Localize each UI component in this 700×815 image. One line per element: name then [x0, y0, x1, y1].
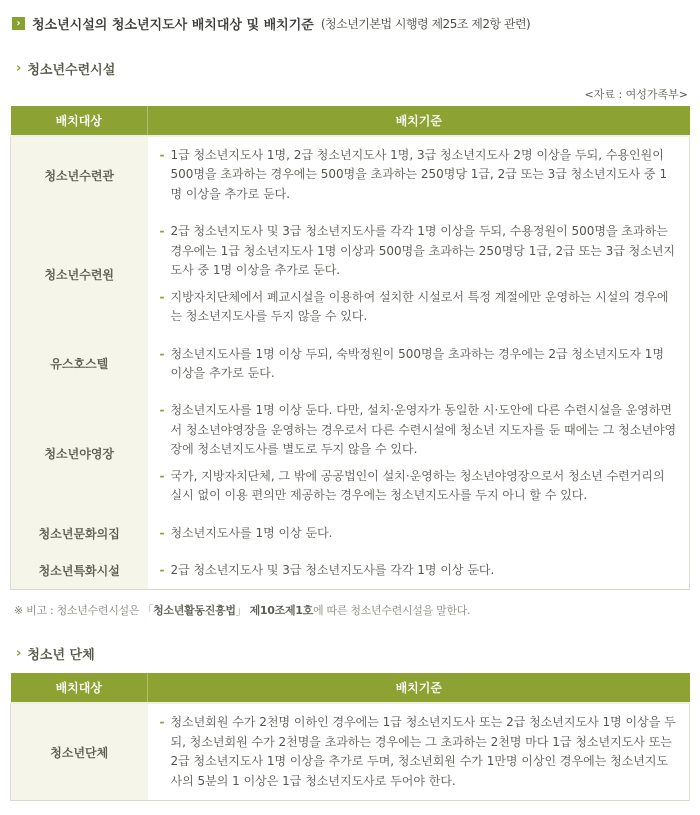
criteria-text: 1급 청소년지도사 1명, 2급 청소년지도사 1명, 3급 청소년지도사 2명 이상을 두되, 수용인원이 500명을 초과하는 경우에는 500명을 초과하는 250명당 1급, 2급 또는 3급 청소년지도사 중 1명 이상을 추가로 둔다.: [170, 148, 668, 201]
table-row: [11, 552, 690, 590]
header-placement-target: 배치대상: [11, 673, 148, 703]
header-placement-criteria: 배치기준: [148, 673, 690, 703]
dash-bullet-icon: -: [159, 148, 165, 162]
chevron-icon: ›: [16, 646, 22, 662]
dash-bullet-icon: -: [159, 224, 165, 239]
dash-bullet-icon: -: [159, 289, 165, 304]
placement-criteria-cell: [148, 703, 690, 800]
organization-placement-table: [10, 673, 690, 801]
dash-bullet-icon: -: [159, 468, 165, 483]
dash-bullet-icon: -: [159, 715, 165, 730]
footnote-law-name: 청소년활동진흥법: [153, 604, 236, 618]
footnote: [14, 602, 690, 618]
criteria-text: 청소년지도사를 1명 이상 두되, 숙박정원이 500명을 초과하는 경우에는 2급 청소년지도자 1명 이상을 추가로 둔다.: [170, 346, 664, 380]
placement-criteria-cell: [148, 336, 690, 393]
table-row: [11, 703, 690, 800]
header-placement-target: 배치대상: [11, 106, 148, 136]
table-row: [11, 136, 690, 213]
criteria-item: [160, 713, 678, 791]
dash-bullet-icon: -: [159, 403, 165, 418]
dash-bullet-icon: -: [159, 346, 165, 361]
placement-target-cell: 청소년단체: [11, 703, 148, 800]
criteria-item: [160, 146, 678, 204]
table-row: [11, 515, 690, 552]
placement-target-cell: 청소년문화의집: [11, 515, 148, 552]
facility-placement-table: [10, 106, 690, 590]
criteria-text: 청소년지도사를 1명 이상 둔다.: [170, 525, 333, 540]
facility-table-head: [11, 106, 690, 136]
header-placement-criteria: 배치기준: [148, 106, 690, 136]
placement-target-cell: 청소년수련원: [11, 213, 148, 335]
footnote-bracket: 」: [235, 604, 250, 618]
criteria-text: 지방자치단체에서 폐교시설을 이용하여 설치한 시설로서 특정 계절에만 운영하는 시설의 경우에는 청소년지도사를 두지 않을 수 있다.: [170, 289, 669, 324]
footnote-tail: 에 따른 청소년수련시설을 말한다.: [312, 604, 471, 618]
criteria-item: [160, 524, 678, 543]
section1-heading: [16, 59, 690, 78]
criteria-text: 청소년지도사를 1명 이상 둔다. 다만, 설치·운영자가 동일한 시·도안에 다른 수련시설을 운영하면서 청소년야영장을 운영하는 경우로서 다른 수련시설에 청소년 지도자를 둔 때에는 그 청소년야영장에 청소년지도사를 별도로 두지 않을 수 있다.: [170, 403, 677, 457]
placement-target-cell: 청소년특화시설: [11, 552, 148, 590]
criteria-text: 국가, 지방자치단체, 그 밖에 공공법인이 설치·운영하는 청소년야영장으로서 청소년 수련거리의 실시 없이 이용 편의만 제공하는 경우에는 청소년지도사를 두지 아니 할 수 있다.: [170, 468, 665, 503]
table-row: [11, 392, 690, 514]
criteria-item: [160, 467, 678, 506]
organization-table-head: [11, 673, 690, 703]
footnote-text: ※ 비고 : 청소년수련시설은 「: [14, 604, 154, 618]
title-arrow-icon: ›: [12, 17, 25, 30]
placement-criteria-cell: [148, 552, 690, 590]
data-source-label: <자료 : 여성가족부>: [584, 88, 688, 101]
placement-criteria-cell: [148, 136, 690, 213]
header-row: [11, 673, 690, 703]
criteria-text: 청소년회원 수가 2천명 이하인 경우에는 1급 청소년지도사 또는 2급 청소년지도사 1명 이상을 두되, 청소년회원 수가 2천명을 초과하는 경우에는 그 초과하는 2천명 마다 1급 청소년지도사 또는 2급 청소년지도사 1명 이상을 추가로 두며, 청소년회원 수가 1만명 이상인 경우에는 청소년지도사의 5분의 1 이상은 1급 청소년지도사로 두어야 한다.: [170, 715, 676, 788]
criteria-item: [160, 222, 678, 280]
facility-table-body: [11, 136, 690, 590]
doc-title-note: (청소년기본법 시행령 제25조 제2항 관련): [320, 17, 531, 31]
table-row: [11, 336, 690, 393]
placement-criteria-cell: [148, 213, 690, 335]
doc-title-text: 청소년시설의 청소년지도사 배치대상 및 배치기준: [32, 18, 314, 33]
dash-bullet-icon: -: [159, 525, 165, 540]
table-row: [11, 213, 690, 335]
criteria-item: [160, 345, 678, 384]
doc-title: [12, 14, 690, 33]
placement-target-cell: 유스호스텔: [11, 336, 148, 393]
section2-heading-label: 청소년 단체: [27, 648, 95, 664]
criteria-text: 2급 청소년지도사 및 3급 청소년지도사를 각각 1명 이상 둔다.: [170, 563, 495, 577]
placement-target-cell: 청소년수련관: [11, 136, 148, 213]
section1-heading-label: 청소년수련시설: [27, 63, 116, 78]
header-row: [11, 106, 690, 136]
placement-criteria-cell: [148, 515, 690, 552]
placement-criteria-cell: [148, 392, 690, 514]
placement-target-cell: 청소년야영장: [11, 392, 148, 514]
chevron-icon: ›: [16, 61, 22, 76]
criteria-item: [160, 288, 678, 327]
criteria-item: [160, 401, 678, 459]
section2-heading: [16, 644, 690, 663]
organization-table-body: [11, 703, 690, 800]
dash-bullet-icon: -: [159, 563, 165, 577]
criteria-item: [160, 561, 678, 580]
footnote-article: 제10조제1호: [249, 604, 313, 618]
criteria-text: 2급 청소년지도사 및 3급 청소년지도사를 각각 1명 이상을 두되, 수용정원이 500명을 초과하는 경우에는 1급 청소년지도사 1명 이상과 500명을 초과하는 250명당 1급, 2급 또는 3급 청소년지도사 중 1명 이상을 추가로 둔다.: [170, 224, 676, 278]
